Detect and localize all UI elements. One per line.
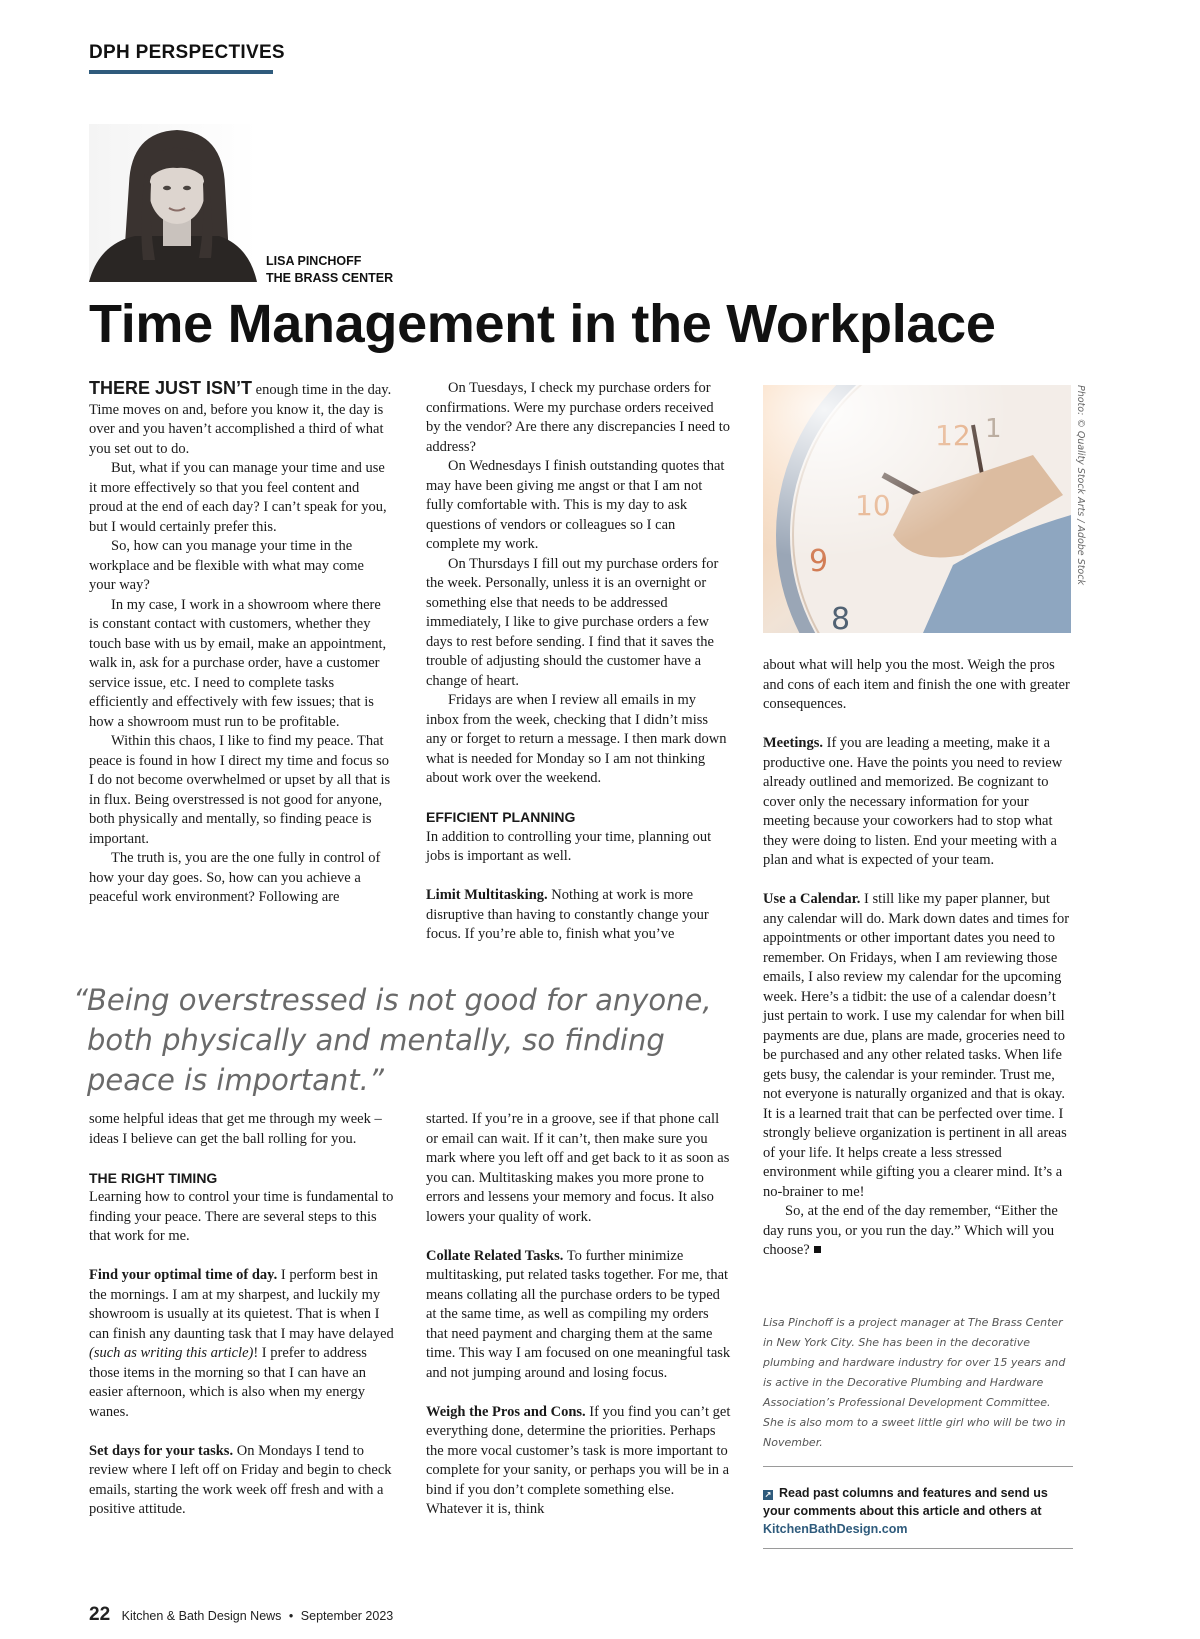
paragraph: So, how can you manage your time in the workplace and be flexible with what may come your way? xyxy=(89,538,364,593)
paragraph: some helpful ideas that get me through my week – ideas I believe can get the ball rolling for you. xyxy=(89,1111,382,1147)
pull-quote-open-mark: “ xyxy=(73,983,89,1017)
separator: • xyxy=(288,1609,294,1623)
paragraph: Find your optimal time of day. I perform best in the mornings. I am at my sharpest, and luckily my showroom is usually at its quietest. That is when I can finish any daunting task that I may have delayed (such as writing this article)! I prefer to address those items in the morning so that I can have an easier afternoon, which is also when my energy wanes. xyxy=(89,1267,394,1420)
author-portrait xyxy=(89,124,257,282)
paragraph: Meetings. If you are leading a meeting, make it a productive one. Have the points you need to review already outlined and memorized. Be cognizant to cover only the necessary information for your meeting because your coworkers had to stop what they were doing to listen. End your meeting with a plan and what is expected of your team. xyxy=(763,735,1063,868)
author-bio: Lisa Pinchoff is a project manager at The Brass Center in New York City. She has been in the decorative plumbing and hardware industry for over 15 years and is active in the Decorative Plumbing and Hardware Association’s Professional Development Committee. She is also mom to a sweet little girl who will be two in November. xyxy=(763,1316,1066,1449)
paragraph: On Thursdays I fill out my purchase orders for the week. Personally, unless it is an overnight or something else that needs to be addressed immediately, I like to give purchase orders a few days to rest before sending. I find that it saves the trouble of adjusting should the customer have a change of heart. xyxy=(426,555,719,689)
publication-name: Kitchen & Bath Design News xyxy=(121,1609,282,1623)
article-headline: Time Management in the Workplace xyxy=(89,294,996,354)
photo-credit: Photo: © Quality Stock Arts / Adobe Stock xyxy=(1075,385,1086,585)
issue-date: September 2023 xyxy=(300,1609,394,1623)
column-3 xyxy=(763,656,1073,1261)
clock-photo xyxy=(763,385,1071,633)
pull-quote-text: Being overstressed is not good for anyone, both physically and mentally, so finding peace is important.” xyxy=(87,983,712,1097)
author-name: LISA PINCHOFF xyxy=(266,254,362,268)
paragraph: started. If you’re in a groove, see if that phone call or email can wait. If it can’t, then make sure you mark where you left off and get back to it as soon as you can. Multitasking makes you more prone to errors and lessens your memory and focus. It also lowers your quality of work. xyxy=(426,1111,730,1225)
section-underline xyxy=(89,70,273,74)
subhead-efficient-planning: EFFICIENT PLANNING xyxy=(426,809,576,825)
column-1-top xyxy=(89,379,394,908)
paragraph: Weigh the Pros and Cons. If you find you can’t get everything done, determine the priorities. Perhaps the more vocal customer’s task is more important to complete for your sanity, or perhaps you will be in a bind if you don’t complete something else. Whatever it is, think xyxy=(426,1403,731,1517)
column-1-bottom xyxy=(89,1110,394,1520)
lead-in: THERE JUST ISN’T xyxy=(89,378,253,398)
author-company: THE BRASS CENTER xyxy=(266,271,394,285)
read-more-callout: ↗ Read past columns and features and send us your comments about this article and others at KitchenBathDesign.com xyxy=(763,1486,1048,1536)
paragraph: Set days for your tasks. On Mondays I tend to review where I left off on Friday and begin to check emails, starting the work week off fresh and with a positive attitude. xyxy=(89,1442,392,1517)
page-footer xyxy=(89,1604,393,1626)
paragraph: THERE JUST ISN’T enough time in the day. Time moves on and, before you know it, the day is over and you haven’t accomplished a third of what you set out to do. xyxy=(89,378,392,457)
divider xyxy=(763,1548,1073,1549)
paragraph: The truth is, you are the one fully in control of how your day goes. So, how can you achieve a peaceful work environment? Following are xyxy=(89,850,381,905)
subhead-right-timing: THE RIGHT TIMING xyxy=(89,1169,218,1186)
paragraph: So, at the end of the day remember, “Either the day runs you, or you run the day.” Which will you choose? xyxy=(763,1203,1058,1258)
page-number: 22 xyxy=(89,1604,111,1625)
column-2-bottom xyxy=(426,1110,731,1520)
paragraph: Use a Calendar. I still like my paper planner, but any calendar will do. Mark down dates and times for appointments or other important dates you need to remember. On Fridays, when I am reviewing those emails, I also review my calendar for the upcoming week. Here’s a tidbit: the use of a calendar doesn’t just pertain to work. I use my calendar for when bill payments are due, plans are made, groceries need to be purchased and any other related tasks. When life gets busy, the calendar is your reminder. Trust me, not everyone is naturally organized and that is okay. It is a learned trait that can be perfected over time. I strongly believe organization is pertinent in all areas of your life. It helps create a less stressed environment while gifting you a clearer mind. It’s a no-brainer to me! xyxy=(763,891,1070,1200)
external-link-icon: ↗ xyxy=(764,1490,772,1499)
paragraph: Limit Multitasking. Nothing at work is more disruptive than having to constantly change your focus. If you’re able to, finish what you’ve xyxy=(426,887,709,942)
author-byline xyxy=(266,253,393,287)
paragraph: about what will help you the most. Weigh the pros and cons of each item and finish the one with greater consequences. xyxy=(763,657,1070,712)
column-2-top xyxy=(426,379,731,945)
paragraph: Collate Related Tasks. To further minimize multitasking, put related tasks together. For me, that means collating all the purchase orders to be typed at the same time, as well as compiling my orders that need payment and charging them at the same time. This way I am focused on one meaningful task and not jumping around and losing focus. xyxy=(426,1247,731,1381)
end-mark xyxy=(814,1246,821,1253)
pull-quote xyxy=(73,980,713,1100)
paragraph: Learning how to control your time is fundamental to finding your peace. There are several steps to this that work for me. xyxy=(89,1189,394,1244)
paragraph: On Wednesdays I finish outstanding quotes that may have been giving me angst or that I am not fully comfortable with. This is my day to ask questions of vendors or colleagues so I can complete my work. xyxy=(426,458,725,552)
divider xyxy=(763,1466,1073,1467)
paragraph: But, what if you can manage your time and use it more effectively so that you feel content and proud at the end of each day? I can’t speak for you, but I would certainly prefer this. xyxy=(89,460,387,535)
paragraph: Fridays are when I review all emails in my inbox from the week, checking that I didn’t miss any or forget to return a message. I then mark down what is needed for Monday so I am not thinking about work over the weekend. xyxy=(426,692,727,786)
section-label: DPH PERSPECTIVES xyxy=(89,42,285,63)
paragraph: In my case, I work in a showroom where there is constant contact with customers, whether they touch base with us by email, make an appointment, walk in, ask for a purchase order, have a customer service issue, etc. I need to complete tasks efficiently and effectively with few issues; that is how a showroom must run to be profitable. xyxy=(89,596,387,730)
paragraph: Within this chaos, I like to find my peace. That peace is found in how I direct my time and focus so I do not become overwhelmed or upset by all that is in flux. Being overstressed is not good for anyone, both physically and mentally, so finding peace is important. xyxy=(89,733,391,847)
paragraph: On Tuesdays, I check my purchase orders for confirmations. Were my purchase orders received by the vendor? Are there any discrepancies I need to address? xyxy=(426,380,730,455)
paragraph: In addition to controlling your time, planning out jobs is important as well. xyxy=(426,828,712,864)
website-link[interactable]: KitchenBathDesign.com xyxy=(763,1522,908,1536)
